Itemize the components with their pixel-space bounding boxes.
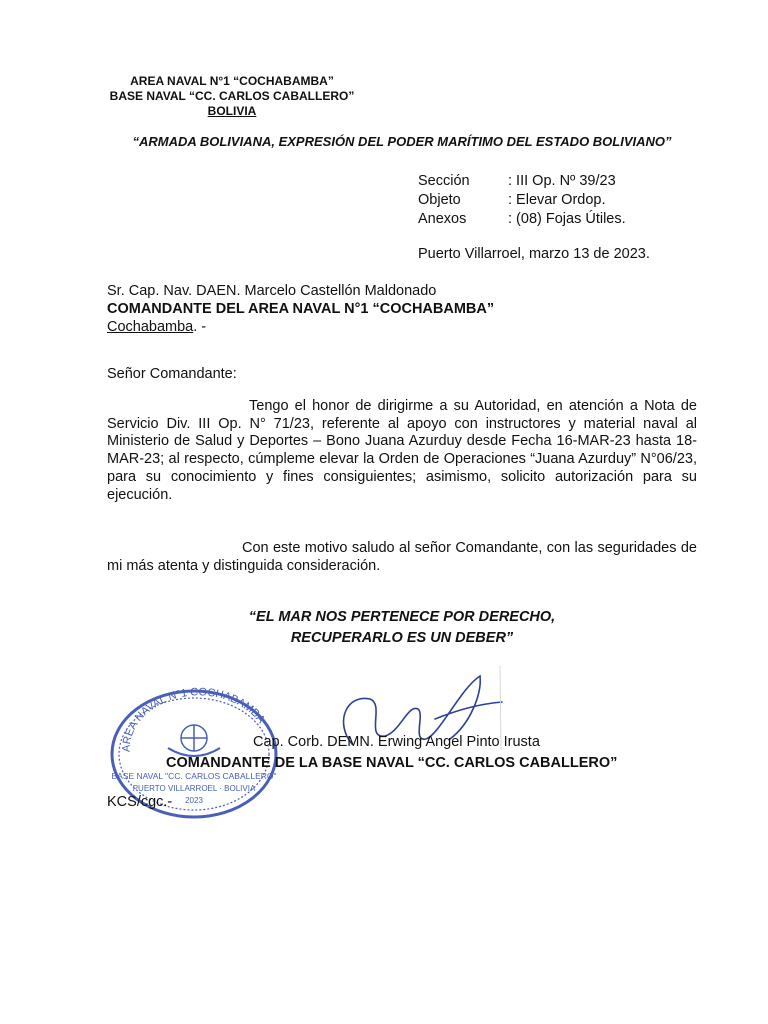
initials: KCS/cgc.- bbox=[107, 794, 173, 810]
institutional-motto: “ARMADA BOLIVIANA, EXPRESIÓN DEL PODER MARÍTIMO DEL ESTADO BOLIVIANO” bbox=[132, 134, 672, 149]
stamp-line-3: 2023 bbox=[185, 796, 203, 805]
closing-motto-line-1: “EL MAR NOS PERTENECE POR DERECHO, bbox=[248, 609, 556, 625]
body-paragraph: Tengo el honor de dirigirme a su Autoridad, en atención a Nota de Servicio Div. III Op. N° 71/23, referente al apoyo con instructores y material naval al Ministerio de Salud y Deportes – Bono Juana Azurduy desde Fecha 16-MAR-23 hasta 18-MAR-23; al respecto, cúmpleme elevar la Orden de Operaciones “Juana Azurduy” N°06/23, para su conocimiento y fines consiguientes; asimismo, solicito autorización para su ejecución. bbox=[107, 398, 697, 503]
letterhead-line-3: BOLIVIA bbox=[207, 104, 257, 118]
closing-paragraph: Con este motivo saludo al señor Comandante, con las seguridades de mi más atenta y distinguida consideración. bbox=[107, 540, 697, 574]
anexos-value: : (08) Fojas Útiles. bbox=[508, 211, 626, 227]
salutation: Señor Comandante: bbox=[107, 366, 237, 382]
closing-motto-line-2: RECUPERARLO ES UN DEBER” bbox=[290, 630, 514, 646]
recipient-title: COMANDANTE DEL AREA NAVAL N°1 “COCHABAMBA” bbox=[107, 301, 495, 317]
recipient-city-suffix: . - bbox=[193, 319, 207, 335]
stamp-top-text: AREA NAVAL N°1 COCHABAMBA bbox=[120, 686, 268, 753]
signatory-name: Cap. Corb. DEMN. Erwing Angel Pinto Irusta bbox=[253, 734, 540, 750]
stamp-line-2: PUERTO VILLARROEL · BOLIVIA bbox=[132, 784, 256, 793]
letterhead-line-2: BASE NAVAL “CC. CARLOS CABALLERO” bbox=[109, 89, 355, 103]
objeto-label: Objeto bbox=[418, 192, 461, 208]
recipient-block bbox=[107, 282, 494, 336]
anexos-row bbox=[418, 210, 626, 229]
stamp-line-1: BASE NAVAL "CC. CARLOS CABALLERO" bbox=[111, 771, 277, 781]
recipient-city-line bbox=[107, 318, 494, 336]
letterhead-line-1: AREA NAVAL N°1 “COCHABAMBA” bbox=[130, 74, 334, 88]
objeto-row bbox=[418, 191, 626, 210]
signatory-title: COMANDANTE DE LA BASE NAVAL “CC. CARLOS CABALLERO” bbox=[166, 755, 618, 771]
seccion-value: : III Op. Nº 39/23 bbox=[508, 173, 616, 189]
place-date: Puerto Villarroel, marzo 13 de 2023. bbox=[418, 246, 650, 262]
seccion-row bbox=[418, 172, 626, 191]
reference-block bbox=[418, 172, 626, 229]
recipient-name: Sr. Cap. Nav. DAEN. Marcelo Castellón Maldonado bbox=[107, 283, 437, 299]
letterhead bbox=[107, 74, 357, 119]
recipient-city: Cochabamba bbox=[107, 319, 194, 335]
seccion-label: Sección bbox=[418, 173, 470, 189]
objeto-value: : Elevar Ordop. bbox=[508, 192, 606, 208]
stamp-emblem bbox=[168, 725, 220, 756]
anexos-label: Anexos bbox=[418, 211, 467, 227]
closing-motto bbox=[107, 607, 697, 649]
